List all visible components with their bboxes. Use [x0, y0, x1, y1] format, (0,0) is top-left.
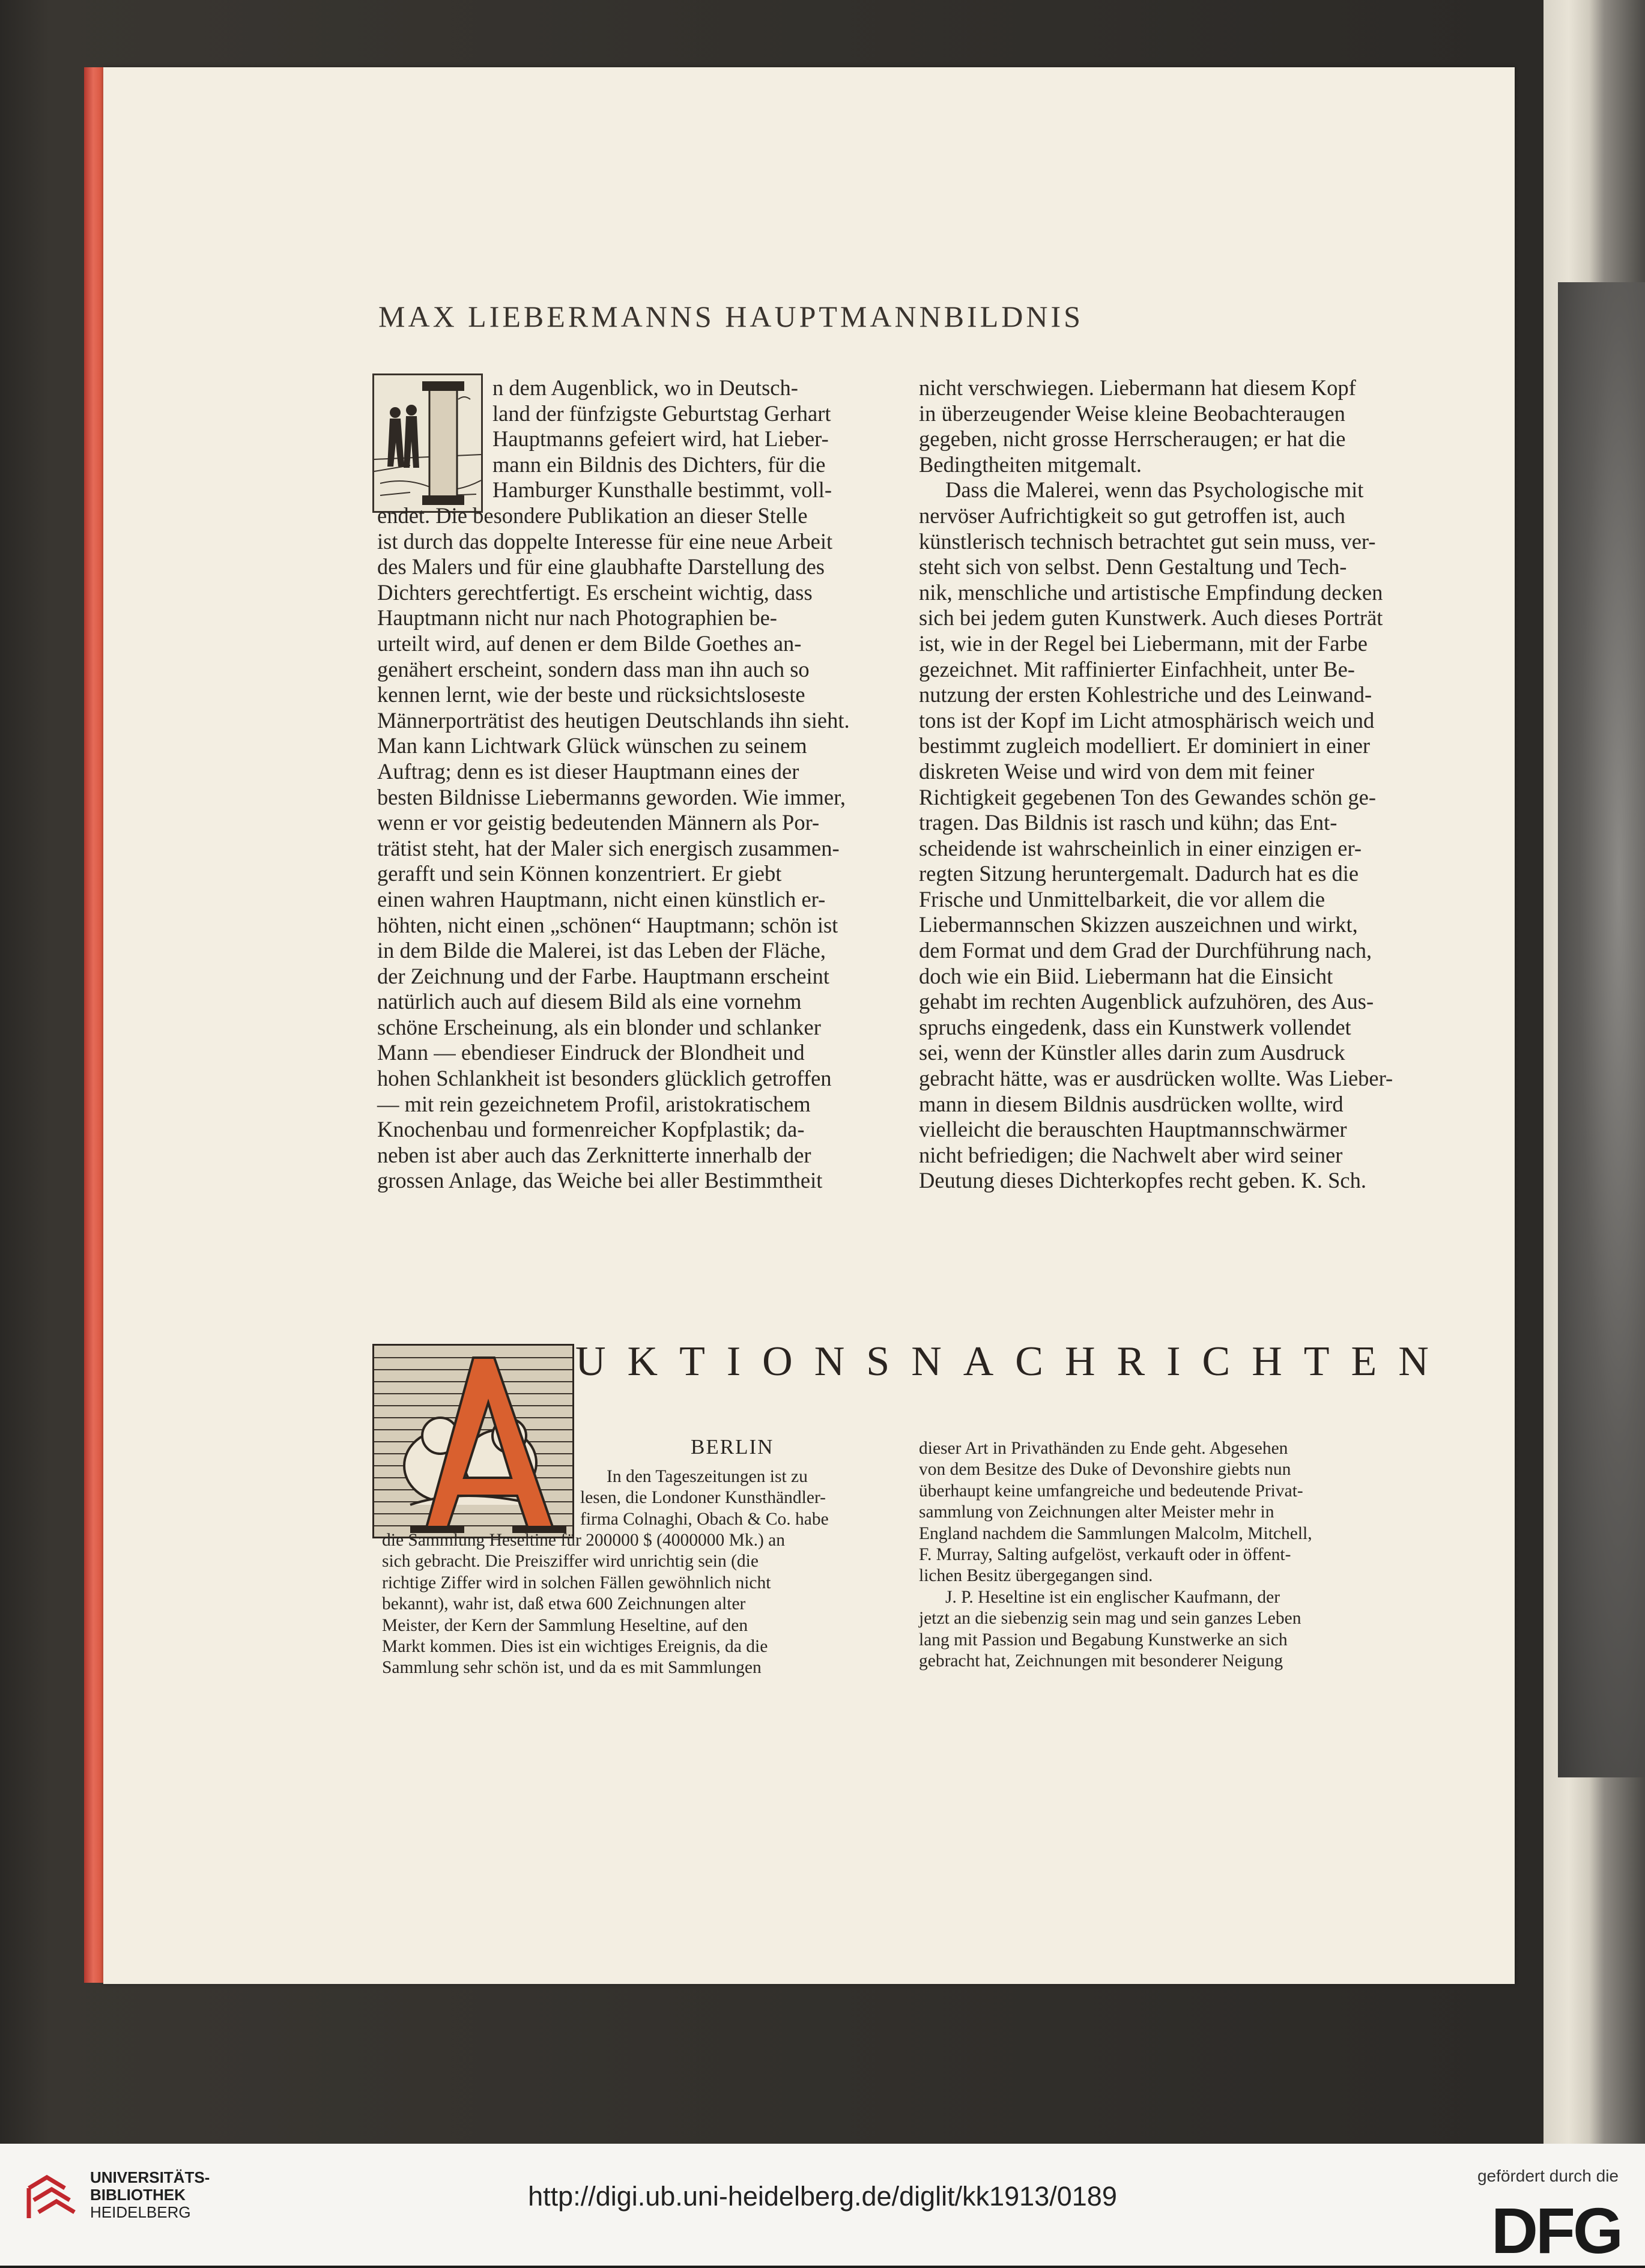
text-line: gegeben, nicht grosse Herrscheraugen; er hat die	[919, 426, 1346, 452]
text-line: tons ist der Kopf im Licht atmosphärisch weich und	[919, 707, 1375, 733]
text-line: Hamburger Kunsthalle bestimmt, voll-	[492, 477, 832, 503]
text-line: bestimmt zugleich modelliert. Er dominiert in einer	[919, 733, 1371, 758]
text-line: gebracht hätte, was er ausdrücken wollte. Was Lieber-	[919, 1066, 1393, 1091]
text-line: endet. Die besondere Publikation an dieser Stelle	[377, 503, 808, 528]
article2-column1	[382, 1530, 884, 1679]
section-title: UKTIONSNACHRICHTEN	[575, 1338, 1450, 1385]
text-line: Mann — ebendieser Eindruck der Blondheit und	[377, 1040, 805, 1065]
text-line: von dem Besitze des Duke of Devonshire giebts nun	[919, 1460, 1291, 1480]
permalink-url[interactable]: http://digi.ub.uni-heidelberg.de/diglit/kk1913/0189	[528, 2181, 1117, 2212]
text-line: urteilt wird, auf denen er dem Bilde Goethes an-	[377, 631, 802, 656]
text-line: jetzt an die siebenzig sein mag und sein ganzes Leben	[919, 1609, 1301, 1628]
text-line: Frische und Unmittelbarkeit, die vor allem die	[919, 886, 1325, 912]
text-line: trätist steht, hat der Maler sich energisch zusammen-	[377, 835, 840, 860]
text-line: Knochenbau und formenreicher Kopfplastik; da-	[377, 1117, 805, 1142]
text-line: steht sich von selbst. Denn Gestaltung und Tech-	[919, 554, 1347, 579]
text-line: nik, menschliche und artistische Empfindung decken	[919, 579, 1383, 605]
text-line: Markt kommen. Dies ist ein wichtiges Ereignis, da die	[382, 1637, 768, 1657]
text-line: vielleicht die berauschten Hauptmannschwärmer	[919, 1117, 1347, 1142]
text-line: besten Bildnisse Liebermanns geworden. Wie immer,	[377, 784, 846, 809]
text-line: dieser Art in Privathänden zu Ende geht. Abgesehen	[919, 1439, 1288, 1458]
text-line: nutzung der ersten Kohlestriche und des Leinwand-	[919, 682, 1372, 707]
text-line: England nachdem die Sammlungen Malcolm, Mitchell,	[919, 1523, 1312, 1543]
text-line: Dichters gerechtfertigt. Es erscheint wichtig, dass	[377, 579, 813, 605]
text-line: Liebermannschen Skizzen auszeichnen und wirkt,	[919, 912, 1358, 937]
library-name-line: HEIDELBERG	[90, 2203, 191, 2221]
text-line: regten Sitzung heruntergemalt. Dadurch hat es die	[919, 861, 1359, 886]
text-line: lang mit Passion und Begabung Kunstwerke an sich	[919, 1630, 1288, 1650]
article2-column2	[919, 1438, 1433, 1672]
text-line: mann ein Bildnis des Dichters, für die	[492, 452, 826, 477]
text-line: Hauptmann nicht nur nach Photographien be-	[377, 605, 777, 631]
text-line: gezeichnet. Mit raffinierter Einfachheit, unter Be-	[919, 656, 1355, 682]
text-line: — mit rein gezeichnetem Profil, aristokratischem	[377, 1091, 811, 1116]
text-line: sei, wenn der Künstler alles darin zum Ausdruck	[919, 1040, 1345, 1065]
text-line: genähert erscheint, sondern dass man ihn auch so	[377, 656, 810, 682]
funding-label: gefördert durch die	[1477, 2167, 1619, 2185]
text-line: firma Colnaghi, Obach & Co. habe	[580, 1509, 829, 1529]
text-line: n dem Augenblick, wo in Deutsch-	[492, 375, 798, 400]
text-line: J. P. Heseltine ist ein englischer Kaufmann, der	[945, 1587, 1280, 1607]
text-line: Bedingtheiten mitgemalt.	[919, 452, 1142, 477]
text-line: Richtigkeit gegebenen Ton des Gewandes schön ge-	[919, 784, 1377, 809]
text-line: land der fünfzigste Geburtstag Gerhart	[492, 401, 831, 426]
text-line: wenn er vor geistig bedeutenden Männern als Por-	[377, 810, 820, 835]
text-line: Meister, der Kern der Sammlung Heseltine, auf den	[382, 1615, 748, 1635]
text-line: dem Format und dem Grad der Durchführung nach,	[919, 938, 1372, 963]
library-name-line: BIBLIOTHEK	[90, 2186, 186, 2204]
section-subhead: BERLIN	[691, 1435, 774, 1459]
text-line: kennen lernt, wie der beste und rücksichtsloseste	[377, 682, 805, 707]
initial-i-illustration	[372, 373, 483, 513]
text-line: Man kann Lichtwark Glück wünschen zu seinem	[377, 733, 807, 758]
text-line: Deutung dieses Dichterkopfes recht geben. K. Sch.	[919, 1168, 1366, 1193]
article1-column1	[377, 503, 883, 1194]
text-line: sammlung von Zeichnungen alter Meister mehr in	[919, 1502, 1274, 1522]
text-line: sich bei jedem guten Kunstwerk. Auch dieses Porträt	[919, 605, 1383, 631]
text-line: natürlich auch auf diesem Bild als eine vornehm	[377, 989, 802, 1014]
text-line: F. Murray, Salting aufgelöst, verkauft oder in öffent-	[919, 1545, 1291, 1565]
text-line: gerafft und sein Können konzentriert. Er giebt	[377, 861, 782, 886]
text-line: Auftrag; denn es ist dieser Hauptmann eines der	[377, 758, 799, 784]
text-line: gehabt im rechten Augenblick aufzuhören, des Aus-	[919, 989, 1374, 1014]
text-line: ist, wie in der Regel bei Liebermann, mit der Farbe	[919, 631, 1368, 656]
article2-column1-top	[580, 1466, 884, 1530]
text-line: scheidende ist wahrscheinlich in einer einzigen er-	[919, 835, 1362, 860]
text-line: die Sammlung Heseltine für 200000 $ (4000000 Mk.) an	[382, 1531, 786, 1550]
dfg-logo[interactable]: DFG	[1491, 2194, 1621, 2267]
text-line: bekannt), wahr ist, daß etwa 600 Zeichnungen alter	[382, 1594, 746, 1614]
text-line: In den Tageszeitungen ist zu	[607, 1467, 808, 1486]
text-line: Männerporträtist des heutigen Deutschlands ihn sieht.	[377, 707, 850, 733]
text-line: nicht verschwiegen. Liebermann hat diesem Kopf	[919, 375, 1356, 400]
text-line: schöne Erscheinung, als ein blonder und schlanker	[377, 1014, 821, 1039]
text-line: Dass die Malerei, wenn das Psychologische mit	[945, 477, 1364, 503]
text-line: nervöser Aufrichtigkeit so gut getroffen ist, auch	[919, 503, 1345, 528]
text-line: Hauptmanns gefeiert wird, hat Lieber-	[492, 426, 829, 452]
text-line: nicht befriedigen; die Nachwelt aber wird seiner	[919, 1142, 1343, 1167]
initial-a-illustration	[372, 1344, 574, 1538]
library-name-line: UNIVERSITÄTS-	[90, 2168, 210, 2186]
article1-column2	[919, 375, 1425, 1194]
text-line: neben ist aber auch das Zerknitterte innerhalb der	[377, 1142, 811, 1167]
article1-column1-top	[492, 375, 883, 503]
text-line: Sammlung sehr schön ist, und da es mit Sammlungen	[382, 1658, 762, 1678]
text-line: höhten, nicht einen „schönen“ Hauptmann; schön ist	[377, 912, 838, 937]
text-line: lesen, die Londoner Kunsthändler-	[580, 1488, 826, 1508]
facing-plate-image	[1558, 282, 1645, 1777]
text-line: sich gebracht. Die Preisziffer wird unrichtig sein (die	[382, 1552, 759, 1571]
text-line: ist durch das doppelte Interesse für eine neue Arbeit	[377, 528, 833, 554]
text-line: in überzeugender Weise kleine Beobachteraugen	[919, 401, 1345, 426]
text-line: richtige Ziffer wird in solchen Fällen gewöhnlich nicht	[382, 1573, 771, 1592]
text-line: des Malers und für eine glaubhafte Darstellung des	[377, 554, 825, 579]
viewer-footer	[0, 2144, 1645, 2266]
text-line: mann in diesem Bildnis ausdrücken wollte, wird	[919, 1091, 1344, 1116]
text-line: in dem Bilde die Malerei, ist das Leben der Fläche,	[377, 938, 826, 963]
article-title: MAX LIEBERMANNS HAUPTMANNBILDNIS	[378, 300, 1083, 333]
text-line: doch wie ein Biid. Liebermann hat die Einsicht	[919, 963, 1333, 988]
text-line: der Zeichnung und der Farbe. Hauptmann erscheint	[377, 963, 830, 988]
text-line: diskreten Weise und wird von dem mit feiner	[919, 758, 1315, 784]
facing-page-edge	[1544, 0, 1645, 2144]
text-line: spruchs eingedenk, dass ein Kunstwerk vollendet	[919, 1014, 1351, 1039]
text-line: lichen Besitz übergegangen sind.	[919, 1566, 1153, 1586]
text-line: überhaupt keine umfangreiche und bedeutende Privat-	[919, 1481, 1303, 1501]
text-line: gebracht hat, Zeichnungen mit besonderer Neigung	[919, 1651, 1283, 1671]
text-line: grossen Anlage, das Weiche bei aller Bestimmtheit	[377, 1168, 823, 1193]
text-line: tragen. Das Bildnis ist rasch und kühn; das Ent-	[919, 810, 1338, 835]
text-line: künstlerisch technisch betrachtet gut sein muss, ver-	[919, 528, 1376, 554]
text-line: einen wahren Hauptmann, nicht einen künstlich er-	[377, 886, 826, 912]
text-line: hohen Schlankheit ist besonders glücklich getroffen	[377, 1066, 832, 1091]
